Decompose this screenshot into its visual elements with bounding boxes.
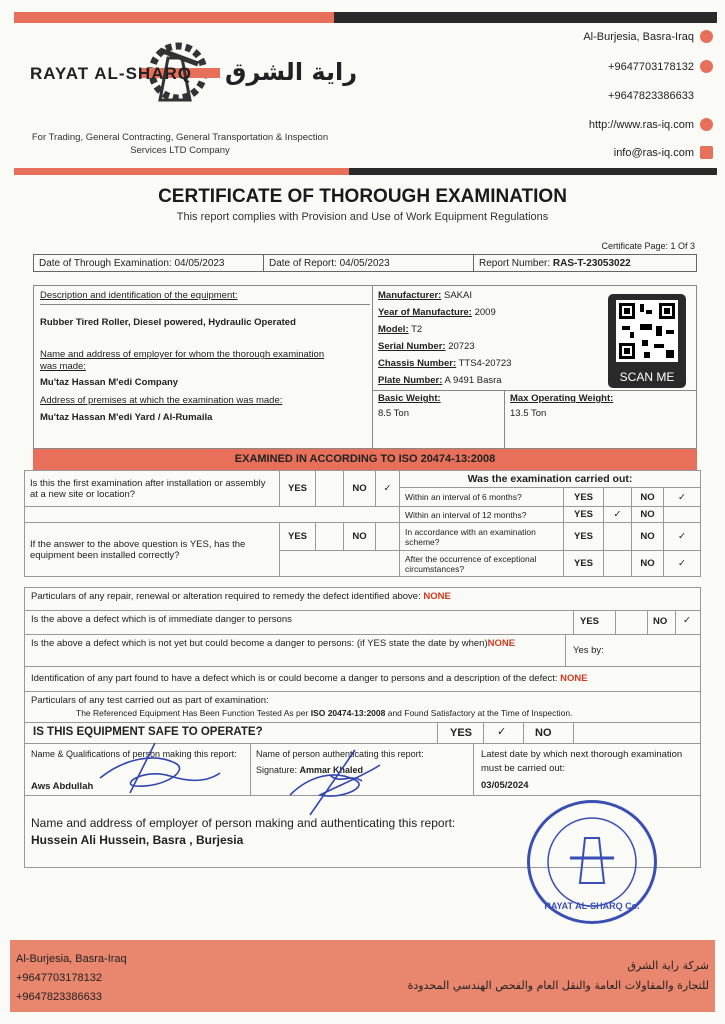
header-website[interactable]: http://www.ras-iq.com (589, 118, 713, 131)
phone-icon (700, 60, 713, 73)
top-bar (14, 12, 717, 23)
exceptional-label: After the occurrence of exceptional circumstances? (400, 551, 564, 577)
scheme-no-check: ✓ (664, 523, 701, 551)
company-name: RAYAT AL-SHARQ (30, 64, 192, 83)
immediate-no-check: ✓ (683, 615, 691, 626)
stamp-text: RAYAT AL-SHARQ Co. (544, 901, 640, 911)
auth-signature: Signature: Ammar Khaled (256, 765, 364, 775)
future-danger-line: Is the above a defect which is not yet but could become a danger to persons: (if YES state the date by when)NONE Yes by: (24, 635, 701, 667)
year: Year of Manufacture: 2009 (378, 307, 496, 318)
employer-value: Mu'taz Hassan M'edi Company (40, 377, 179, 388)
examination-table: Is this the first examination after installation or assembly at a new site or location? YES NO ✓ Was the examination carried out: Within an interval of 6 months? YES NO ✓ Within an interval of 12 months? YES ✓ NO If the answer to the above question is YES, has the equipment been installed correctly? YES NO In accordance with an examination scheme? YES NO ✓ After the occurrence of exceptional circumstances? YES NO ✓ (24, 470, 701, 577)
footer (10, 940, 715, 1012)
globe-icon (700, 118, 713, 131)
footer-arabic-1: شركة راية الشرق (627, 959, 709, 972)
safe-yes: YES (450, 727, 473, 739)
report-number: Report Number: RAS-T-23053022 (479, 258, 631, 269)
max-weight-label: Max Operating Weight: (510, 393, 614, 404)
interval-6-label: Within an interval of 6 months? (400, 488, 564, 507)
certificate-page: Certificate Page: 1 Of 3 (601, 241, 695, 251)
model: Model: T2 (378, 324, 423, 335)
header-email[interactable]: info@ras-iq.com (614, 146, 713, 159)
qr-code-icon (616, 300, 678, 362)
signature-1-icon (95, 738, 225, 798)
yes-by-label: Yes by: (573, 645, 604, 656)
company-stamp (527, 800, 657, 924)
basic-weight-value: 8.5 Ton (378, 408, 409, 419)
location-icon (700, 30, 713, 43)
q1-label: Is this the first examination after installation or assembly at a new site or location? (25, 471, 280, 507)
q1-yes: YES (280, 471, 316, 507)
basic-weight-label: Basic Weight: (378, 393, 441, 404)
next-exam-label: Latest date by which next thorough examination must be carried out: (481, 749, 683, 774)
test-label: Particulars of any test carried out as part of examination: (31, 695, 269, 706)
divider-bar (14, 168, 717, 175)
safe-question: IS THIS EQUIPMENT SAFE TO OPERATE? (33, 726, 263, 738)
safe-no: NO (535, 727, 552, 739)
q1-no: NO (344, 471, 376, 507)
mail-icon (700, 146, 713, 159)
header-phone-1: +9647703178132 (608, 60, 713, 73)
footer-phone-2: +9647823386633 (16, 991, 102, 1003)
emp-label: Name and address of employer of person making and authenticating this report: (31, 816, 456, 830)
auth-label: Name of person authenticating this report: (256, 749, 424, 759)
q2-label: If the answer to the above question is YES, has the equipment been installed correctly? (25, 523, 280, 577)
next-exam-date: 03/05/2024 (481, 780, 529, 791)
interval-12-label: Within an interval of 12 months? (400, 507, 564, 523)
chassis: Chassis Number: TTS4-20723 (378, 358, 512, 369)
examined-heading: EXAMINED IN ACCORDING TO ISO 20474-13:2008 (33, 449, 697, 470)
identification-line: Identification of any part found to have a defect which is or could become a danger to persons and a description of the defect: NONE (24, 667, 701, 692)
qr-code[interactable] (608, 294, 686, 388)
plate: Plate Number: A 9491 Basra (378, 375, 502, 386)
desc-value: Rubber Tired Roller, Diesel powered, Hydraulic Operated (40, 317, 296, 328)
premises-label: Address of premises at which the examination was made: (40, 395, 283, 406)
q1-no-check: ✓ (376, 471, 400, 507)
manufacturer: Manufacturer: SAKAI (378, 290, 472, 301)
scan-me-label: SCAN ME (619, 370, 675, 384)
safe-yes-check: ✓ (497, 726, 507, 738)
exceptional-no-check: ✓ (664, 551, 701, 577)
header-phone-2: +9647823386633 (608, 89, 694, 102)
immediate-danger-line: Is the above a defect which is of immediate danger to persons YES NO ✓ (24, 611, 701, 635)
repair-line: Particulars of any repair, renewal or alteration required to remedy the defect identified above: NONE (24, 587, 701, 611)
exam-date: Date of Through Examination: 04/05/2023 (34, 255, 264, 271)
report-date: Date of Report: 04/05/2023 (264, 255, 474, 271)
maker-name: Aws Abdullah (31, 781, 94, 792)
footer-phone-1: +9647703178132 (16, 972, 102, 984)
employer-label: Name and address of employer for whom the thorough examination was made: (40, 349, 325, 372)
dates-row (33, 254, 697, 272)
footer-address: Al-Burjesia, Basra-Iraq (16, 953, 127, 965)
carried-heading: Was the examination carried out: (400, 471, 701, 488)
serial: Serial Number: 20723 (378, 341, 475, 352)
maker-label: Name & Qualifications of person making this report: (31, 749, 237, 759)
desc-label: Description and identification of the equipment: (40, 290, 370, 305)
interval-6-no-check: ✓ (664, 488, 701, 507)
test-line: Particulars of any test carried out as part of examination: The Referenced Equipment Has Been Function Tested As per ISO 20474-13:2008 and Found Satisfactory at the Time of Inspection. (24, 692, 701, 723)
equipment-box (33, 285, 697, 449)
certificate-title: CERTIFICATE OF THOROUGH EXAMINATION (158, 186, 567, 207)
max-weight-value: 13.5 Ton (510, 408, 547, 419)
header-address: Al-Burjesia, Basra-Iraq (583, 30, 713, 43)
certificate-subtitle: This report complies with Provision and Use of Work Equipment Regulations (176, 211, 549, 223)
interval-12-yes-check: ✓ (604, 507, 632, 523)
emp-value: Hussein Ali Hussein, Basra , Burjesia (31, 833, 244, 847)
footer-arabic-2: للتجارة والمقاولات العامة والنقل العام والفحص الهندسي المحدودة (407, 979, 709, 992)
company-name-arabic: راية الشرق (225, 58, 358, 86)
company-tagline: For Trading, General Contracting, General Transportation & Inspection Services LTD Company (31, 132, 329, 156)
premises-value: Mu'taz Hassan M'edi Yard / Al-Rumaila (40, 412, 213, 423)
scheme-label: In accordance with an examination scheme? (400, 523, 564, 551)
